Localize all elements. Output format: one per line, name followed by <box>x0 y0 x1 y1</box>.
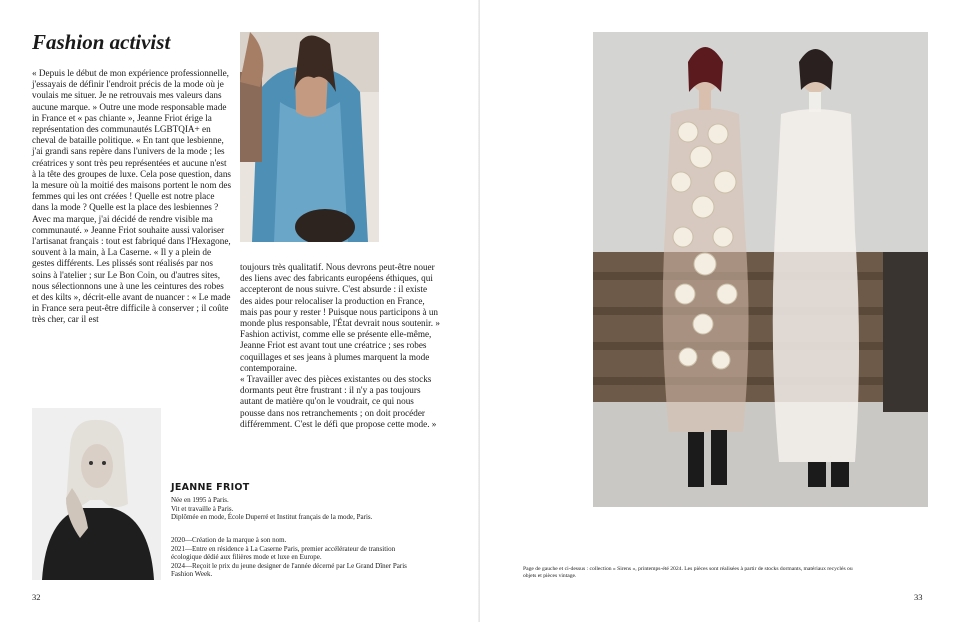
photo-caption: Page de gauche et ci-dessus : collection « Sirens », printemps-été 2024. Les pièces sont réalisées à partir de stocks dormants, matériaux recyclés ou objets et pièces vintage. <box>523 566 853 579</box>
bio-line: 2024—Reçoit le prix du jeune designer de l'année décerné par Le Grand Dîner Paris Fashion Week. <box>171 561 407 579</box>
article-column-2 <box>240 262 440 430</box>
page-number-left: 32 <box>32 592 41 602</box>
bio-details <box>171 496 411 522</box>
article-paragraph: toujours très qualitatif. Nous devrons peut-être nouer des liens avec des fabricants européens éthiques, qui accepteront de nous suivre. C'est absurde : il existe des aides pour relocaliser la production en France, mais pas pour y rester ! Puisque nous participons à un monde plus responsable, l'État devrait nous soutenir. » Fashion activist, comme elle se présente elle-même, Jeanne Friot est avant tout une créatrice ; ses robes coquillages et ses jeans à plumes marquent la mode contemporaine. <box>240 262 440 373</box>
bio-line: Née en 1995 à Paris. <box>171 496 229 504</box>
page-title: Fashion activist <box>32 30 171 54</box>
bio-line: Diplômée en mode, École Duperré et Institut français de la mode, Paris. <box>171 513 373 522</box>
designer-name: JEANNE FRIOT <box>171 482 250 493</box>
page-number-right: 33 <box>914 592 923 602</box>
bio-line: Vit et travaille à Paris. <box>171 504 234 513</box>
portrait-image <box>32 408 161 580</box>
article-column-1 <box>32 68 232 326</box>
article-paragraph: « Depuis le début de mon expérience professionnelle, j'essayais de définir l'endroit précis de la mode où je voulais me situer. Je ne retrouvais mes valeurs dans aucune marque. » Outre une mode responsable made in France et « pas chiante », Jeanne Friot érige la représentation des communautés LGBTQIA+ en cheval de bataille politique. « En tant que lesbienne, j'ai grandi sans repère dans l'univers de la mode ; les créatrices y sont très peu représentées et aucune n'est à la tête des groupes de luxe. Cela pose question, dans la mesure où la moitié des maisons portent le nom des femmes qui les ont créées ! Quelle est notre place dans la mode ? Quelle est la place des lesbiennes ? Avec ma marque, j'ai décidé de rendre visible ma communauté. » Jeanne Friot souhaite aussi valoriser l'artisanat français : tout est fabriqué dans l'Hexagone, souvent à la main, à La Caserne. « Il y a plein de gestes différents. Les plissés sont réalisés par nos soins à l'atelier ; sur Le Bon Coin, ou d'autres sites, nous sélectionnons une à une les ceintures des robes et des kilts », décrit-elle avant de nuancer : « Le made in France sera peut-être difficile à conserver ; il coûte très cher, car il est <box>32 68 232 325</box>
denim-dress-photo <box>240 32 379 242</box>
bio-line: 2020—Création de la marque à son nom. <box>171 536 287 544</box>
designer-portrait <box>32 408 161 580</box>
runway-photo <box>593 32 928 507</box>
bio-timeline <box>171 536 411 579</box>
denim-dress-image <box>240 32 379 242</box>
runway-image <box>593 32 928 507</box>
bio-line: 2021—Entre en résidence à La Caserne Paris, premier accélérateur de transition écologique dédié aux filières mode et luxe en Europe. <box>171 544 396 562</box>
article-paragraph: « Travailler avec des pièces existantes ou des stocks dormants peut être frustrant : il n'y a pas toujours autant de matière qu'on le voudrait, ce qui nous pousse dans nos retranchements ; on doit procéder différemment. C'est le défi que propose cette mode. » <box>240 374 437 429</box>
